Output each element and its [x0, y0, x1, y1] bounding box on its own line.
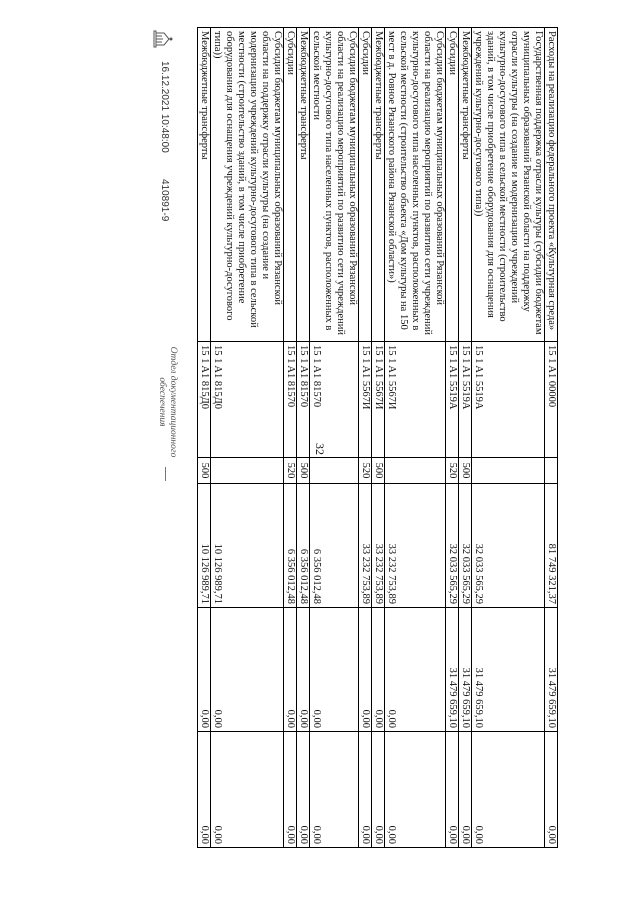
cell-name: Субсидии [284, 28, 297, 342]
table-row [359, 28, 372, 848]
cell-expense-type [385, 458, 446, 484]
cell-amount-1: 81 749 321,37 [545, 484, 558, 608]
cell-amount-1: 32 033 565,29 [446, 484, 459, 608]
seal-emblem-icon [152, 27, 174, 51]
table-row [385, 28, 446, 848]
table-row [284, 28, 297, 848]
page-number: 32 [313, 443, 327, 455]
cell-expense-type: 520 [359, 458, 372, 484]
cell-amount-1: 32 033 565,29 [459, 484, 472, 608]
cell-amount-1: 10 126 989,71 [211, 484, 284, 608]
cell-amount-3: 0,00 [459, 732, 472, 848]
document-number: 410891-9 [159, 179, 170, 222]
cell-amount-2: 31 479 659,10 [459, 608, 472, 732]
cell-name: Субсидии бюджетам муниципальных образований Рязанской области на реализацию мероприятий по развитию сети учреждений культурно-досугового типа населенных пунктов, расположенных в сельской местности (строительство объекта «Дом культуры на 150 мест в д. Ровное Рязанского района Рязанской области») [385, 28, 446, 342]
table-row [446, 28, 459, 848]
table-row [472, 28, 545, 848]
cell-amount-3: 0,00 [211, 732, 284, 848]
cell-amount-1: 6 356 012,48 [284, 484, 297, 608]
cell-amount-3: 0,00 [297, 732, 310, 848]
table-row [198, 28, 211, 848]
cell-amount-2: 0,00 [359, 608, 372, 732]
cell-amount-2: 31 479 659,10 [446, 608, 459, 732]
cell-name: Субсидии [359, 28, 372, 342]
cell-code: 15 1 A1 815Д0 [211, 342, 284, 458]
cell-expense-type [472, 458, 545, 484]
cell-amount-1: 33 232 753,89 [359, 484, 372, 608]
cell-expense-type: 500 [297, 458, 310, 484]
cell-code: 15 1 A1 00000 [545, 342, 558, 458]
table-row [211, 28, 284, 848]
cell-code: 15 1 A1 5567И [359, 342, 372, 458]
cell-amount-2: 31 479 659,10 [472, 608, 545, 732]
cell-expense-type: 500 [198, 458, 211, 484]
cell-code: 15 1 A1 81570 [297, 342, 310, 458]
cell-name: Субсидии [446, 28, 459, 342]
cell-code: 15 1 A1 81570 [310, 342, 359, 458]
cell-amount-1: 33 232 753,89 [372, 484, 385, 608]
table-row [545, 28, 558, 848]
cell-expense-type: 520 [446, 458, 459, 484]
cell-amount-2: 0,00 [310, 608, 359, 732]
cell-name: Субсидии бюджетам муниципальных образований Рязанской области на поддержку отрасли культуры (на создание и модернизацию учреждений культурно-досугового типа в сельской местности (строительство зданий, в том числе приобретение оборудования для оснащения учреждений культурно-досугового типа)) [211, 28, 284, 342]
stamp-datetime: 16.12.2021 10:48:00 [159, 61, 170, 153]
cell-amount-2: 0,00 [211, 608, 284, 732]
table-row [372, 28, 385, 848]
cell-amount-3: 0,00 [198, 732, 211, 848]
cell-amount-3: 0,00 [385, 732, 446, 848]
cell-name: Государственная поддержка отрасли культуры (субсидии бюджетам муниципальных образований Рязанской области на поддержку отрасли культуры (на создание и модернизацию учреждений культурно-досугового типа в сельской местности (строительство зданий, в том числе приобретение оборудования для оснащения учреждений культурно-досугового типа)) [472, 28, 545, 342]
cell-expense-type: 520 [284, 458, 297, 484]
cell-name: Межбюджетные трансферты [459, 28, 472, 342]
cell-amount-3: 0,00 [472, 732, 545, 848]
cell-code: 15 1 A1 5567И [372, 342, 385, 458]
cell-amount-1: 6 356 012,48 [297, 484, 310, 608]
cell-amount-3: 0,00 [284, 732, 297, 848]
cell-expense-type [211, 458, 284, 484]
cell-code: 15 1 A1 5567И [385, 342, 446, 458]
budget-table [197, 27, 558, 848]
cell-name: Расходы на реализацию федерального проекта «Культурная среда» [545, 28, 558, 342]
cell-code: 15 1 A1 5519A [472, 342, 545, 458]
cell-amount-2: 0,00 [297, 608, 310, 732]
cell-name: Межбюджетные трансферты [297, 28, 310, 342]
page-content [70, 27, 570, 877]
cell-amount-3: 0,00 [372, 732, 385, 848]
cell-amount-1: 6 356 012,48 [310, 484, 359, 608]
cell-amount-1: 33 232 753,89 [385, 484, 446, 608]
page-footer [148, 27, 178, 847]
cell-amount-1: 10 126 989,71 [198, 484, 211, 608]
cell-amount-3: 0,00 [310, 732, 359, 848]
table-row [459, 28, 472, 848]
cell-amount-2: 0,00 [198, 608, 211, 732]
table-row [310, 28, 359, 848]
department-stamp: Отдел документационного обеспечения [157, 346, 178, 458]
cell-amount-3: 0,00 [545, 732, 558, 848]
cell-name: Межбюджетные трансферты [372, 28, 385, 342]
cell-amount-2: 0,00 [385, 608, 446, 732]
cell-expense-type [545, 458, 558, 484]
cell-name: Субсидии бюджетам муниципальных образований Рязанской области на реализацию мероприятий по развитию сети учреждений культурно-досугового типа населенных пунктов, расположенных в сельской местности [310, 28, 359, 342]
cell-code: 15 1 A1 5519A [446, 342, 459, 458]
budget-table-body [198, 28, 558, 848]
cell-expense-type [310, 458, 359, 484]
cell-name: Межбюджетные трансферты [198, 28, 211, 342]
cell-code: 15 1 A1 81570 [284, 342, 297, 458]
cell-expense-type: 500 [459, 458, 472, 484]
cell-amount-2: 0,00 [372, 608, 385, 732]
cell-amount-2: 0,00 [284, 608, 297, 732]
cell-amount-3: 0,00 [359, 732, 372, 848]
cell-expense-type: 500 [372, 458, 385, 484]
cell-code: 15 1 A1 815Д0 [198, 342, 211, 458]
table-row [297, 28, 310, 848]
cell-amount-3: 0,00 [446, 732, 459, 848]
cell-code: 15 1 A1 5519A [459, 342, 472, 458]
cell-amount-1: 32 033 565,29 [472, 484, 545, 608]
cell-amount-2: 31 479 659,10 [545, 608, 558, 732]
